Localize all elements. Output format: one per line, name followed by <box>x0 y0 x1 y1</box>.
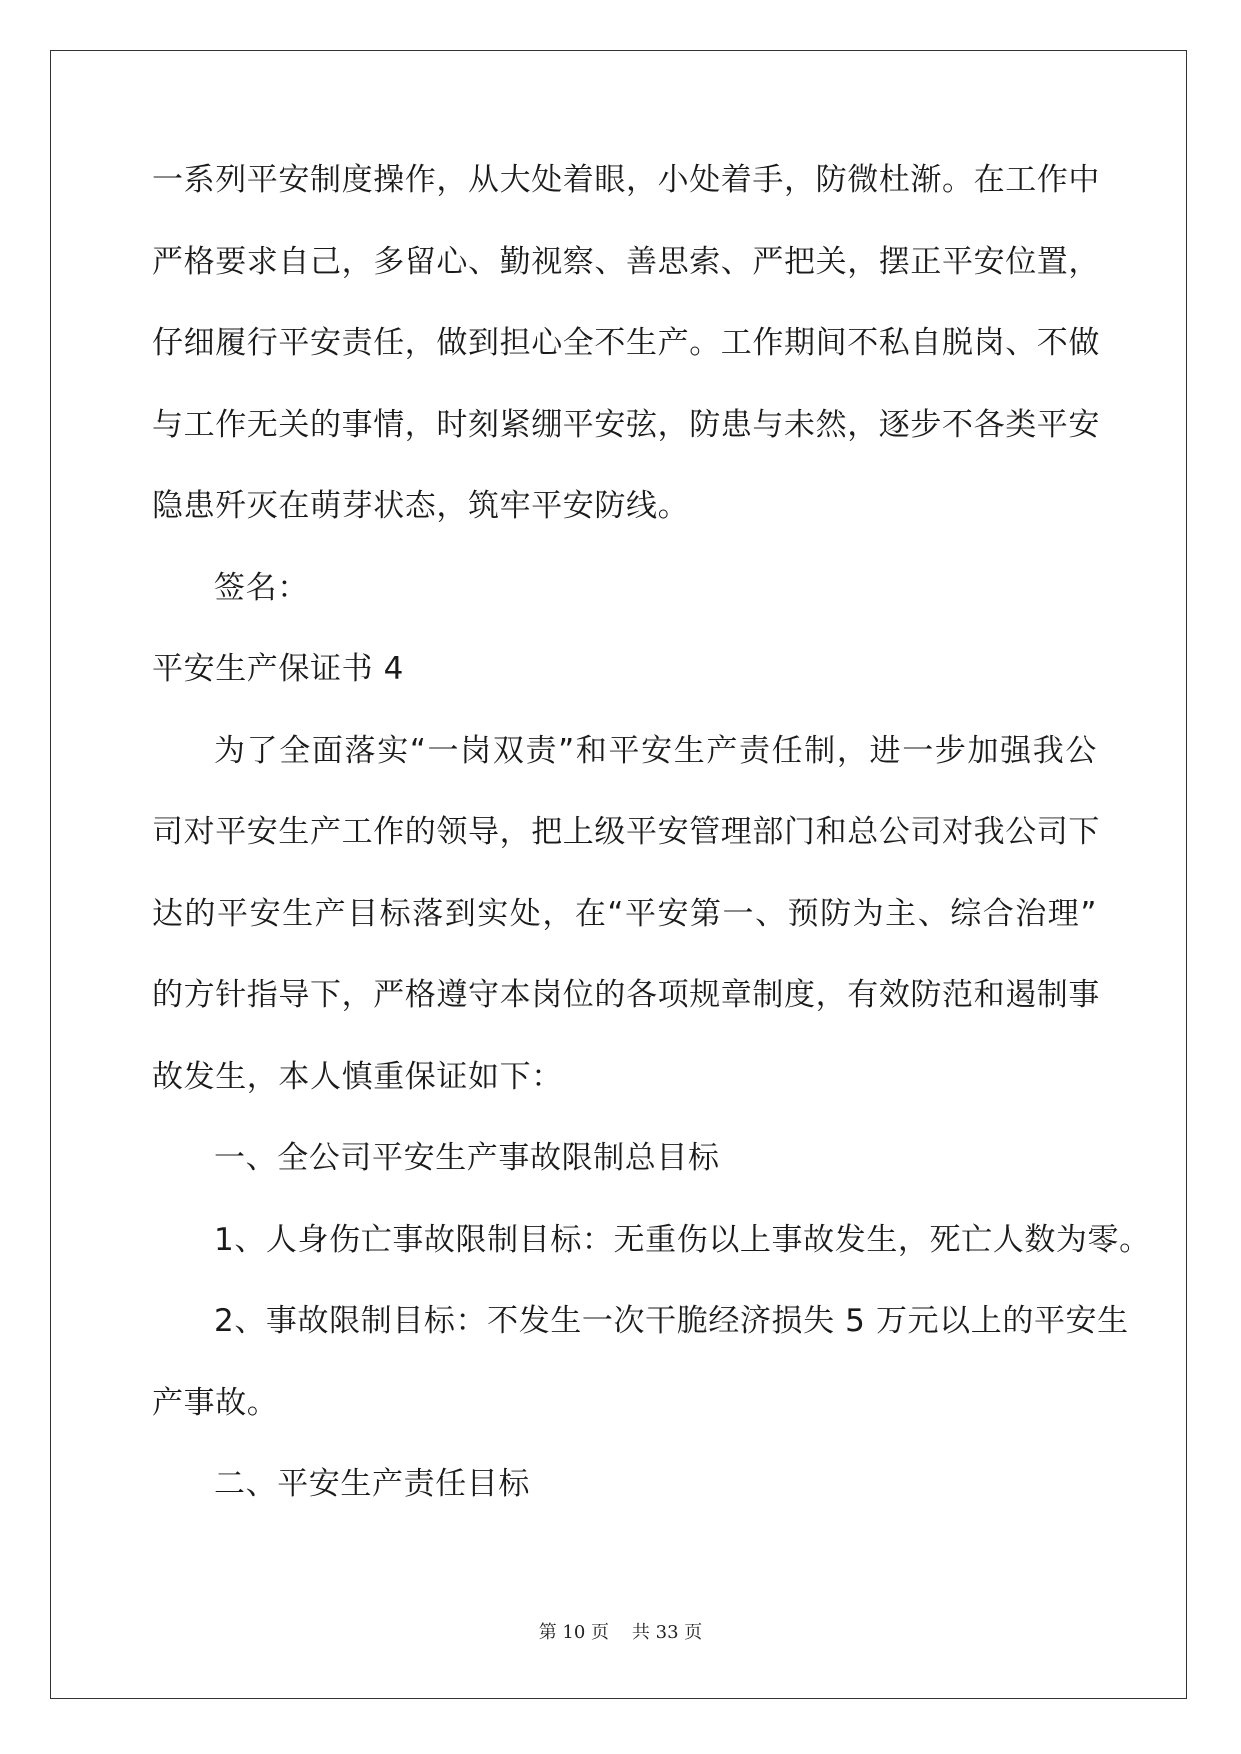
list-item: 2、事故限制目标：不发生一次干脆经济损失 5 万元以上的平安生 <box>214 1303 1129 1339</box>
list-item: 1、人身伤亡事故限制目标：无重伤以上事故发生，死亡人数为零。 <box>214 1221 1151 1258</box>
paragraph-line: 与工作无关的事情，时刻紧绷平安弦，防患与未然，逐步不各类平安 <box>152 406 1100 443</box>
document-body <box>152 160 1151 1546</box>
list-heading: 二、平安生产责任目标 <box>214 1466 530 1502</box>
list-item-continuation: 产事故。 <box>152 1384 279 1421</box>
paragraph-line: 为了全面落实“一岗双责”和平安生产责任制，进一步加强我公 <box>214 732 1097 769</box>
section-heading: 平安生产保证书 4 <box>152 651 404 687</box>
list-heading: 一、全公司平安生产事故限制总目标 <box>214 1140 720 1176</box>
page-number: 第 10 页 共 33 页 <box>538 1622 703 1643</box>
paragraph-line: 故发生，本人慎重保证如下： <box>152 1058 563 1095</box>
paragraph-line: 司对平安生产工作的领导，把上级平安管理部门和总公司对我公司下 <box>152 814 1100 850</box>
paragraph-line: 一系列平安制度操作，从大处着眼，小处着手，防微杜渐。在工作中 <box>152 162 1100 198</box>
signature-label: 签名： <box>214 569 309 606</box>
paragraph-line: 的方针指导下，严格遵守本岗位的各项规章制度，有效防范和遏制事 <box>152 977 1100 1013</box>
paragraph-line: 仔细履行平安责任，做到担心全不生产。工作期间不私自脱岗、不做 <box>152 325 1100 361</box>
paragraph-line: 严格要求自己，多留心、勤视察、善思索、严把关，摆正平安位置， <box>152 243 1100 280</box>
paragraph-line: 达的平安生产目标落到实处，在“平安第一、预防为主、综合治理” <box>152 895 1097 932</box>
paragraph-line: 隐患歼灭在萌芽状态，筑牢平安防线。 <box>152 488 690 524</box>
